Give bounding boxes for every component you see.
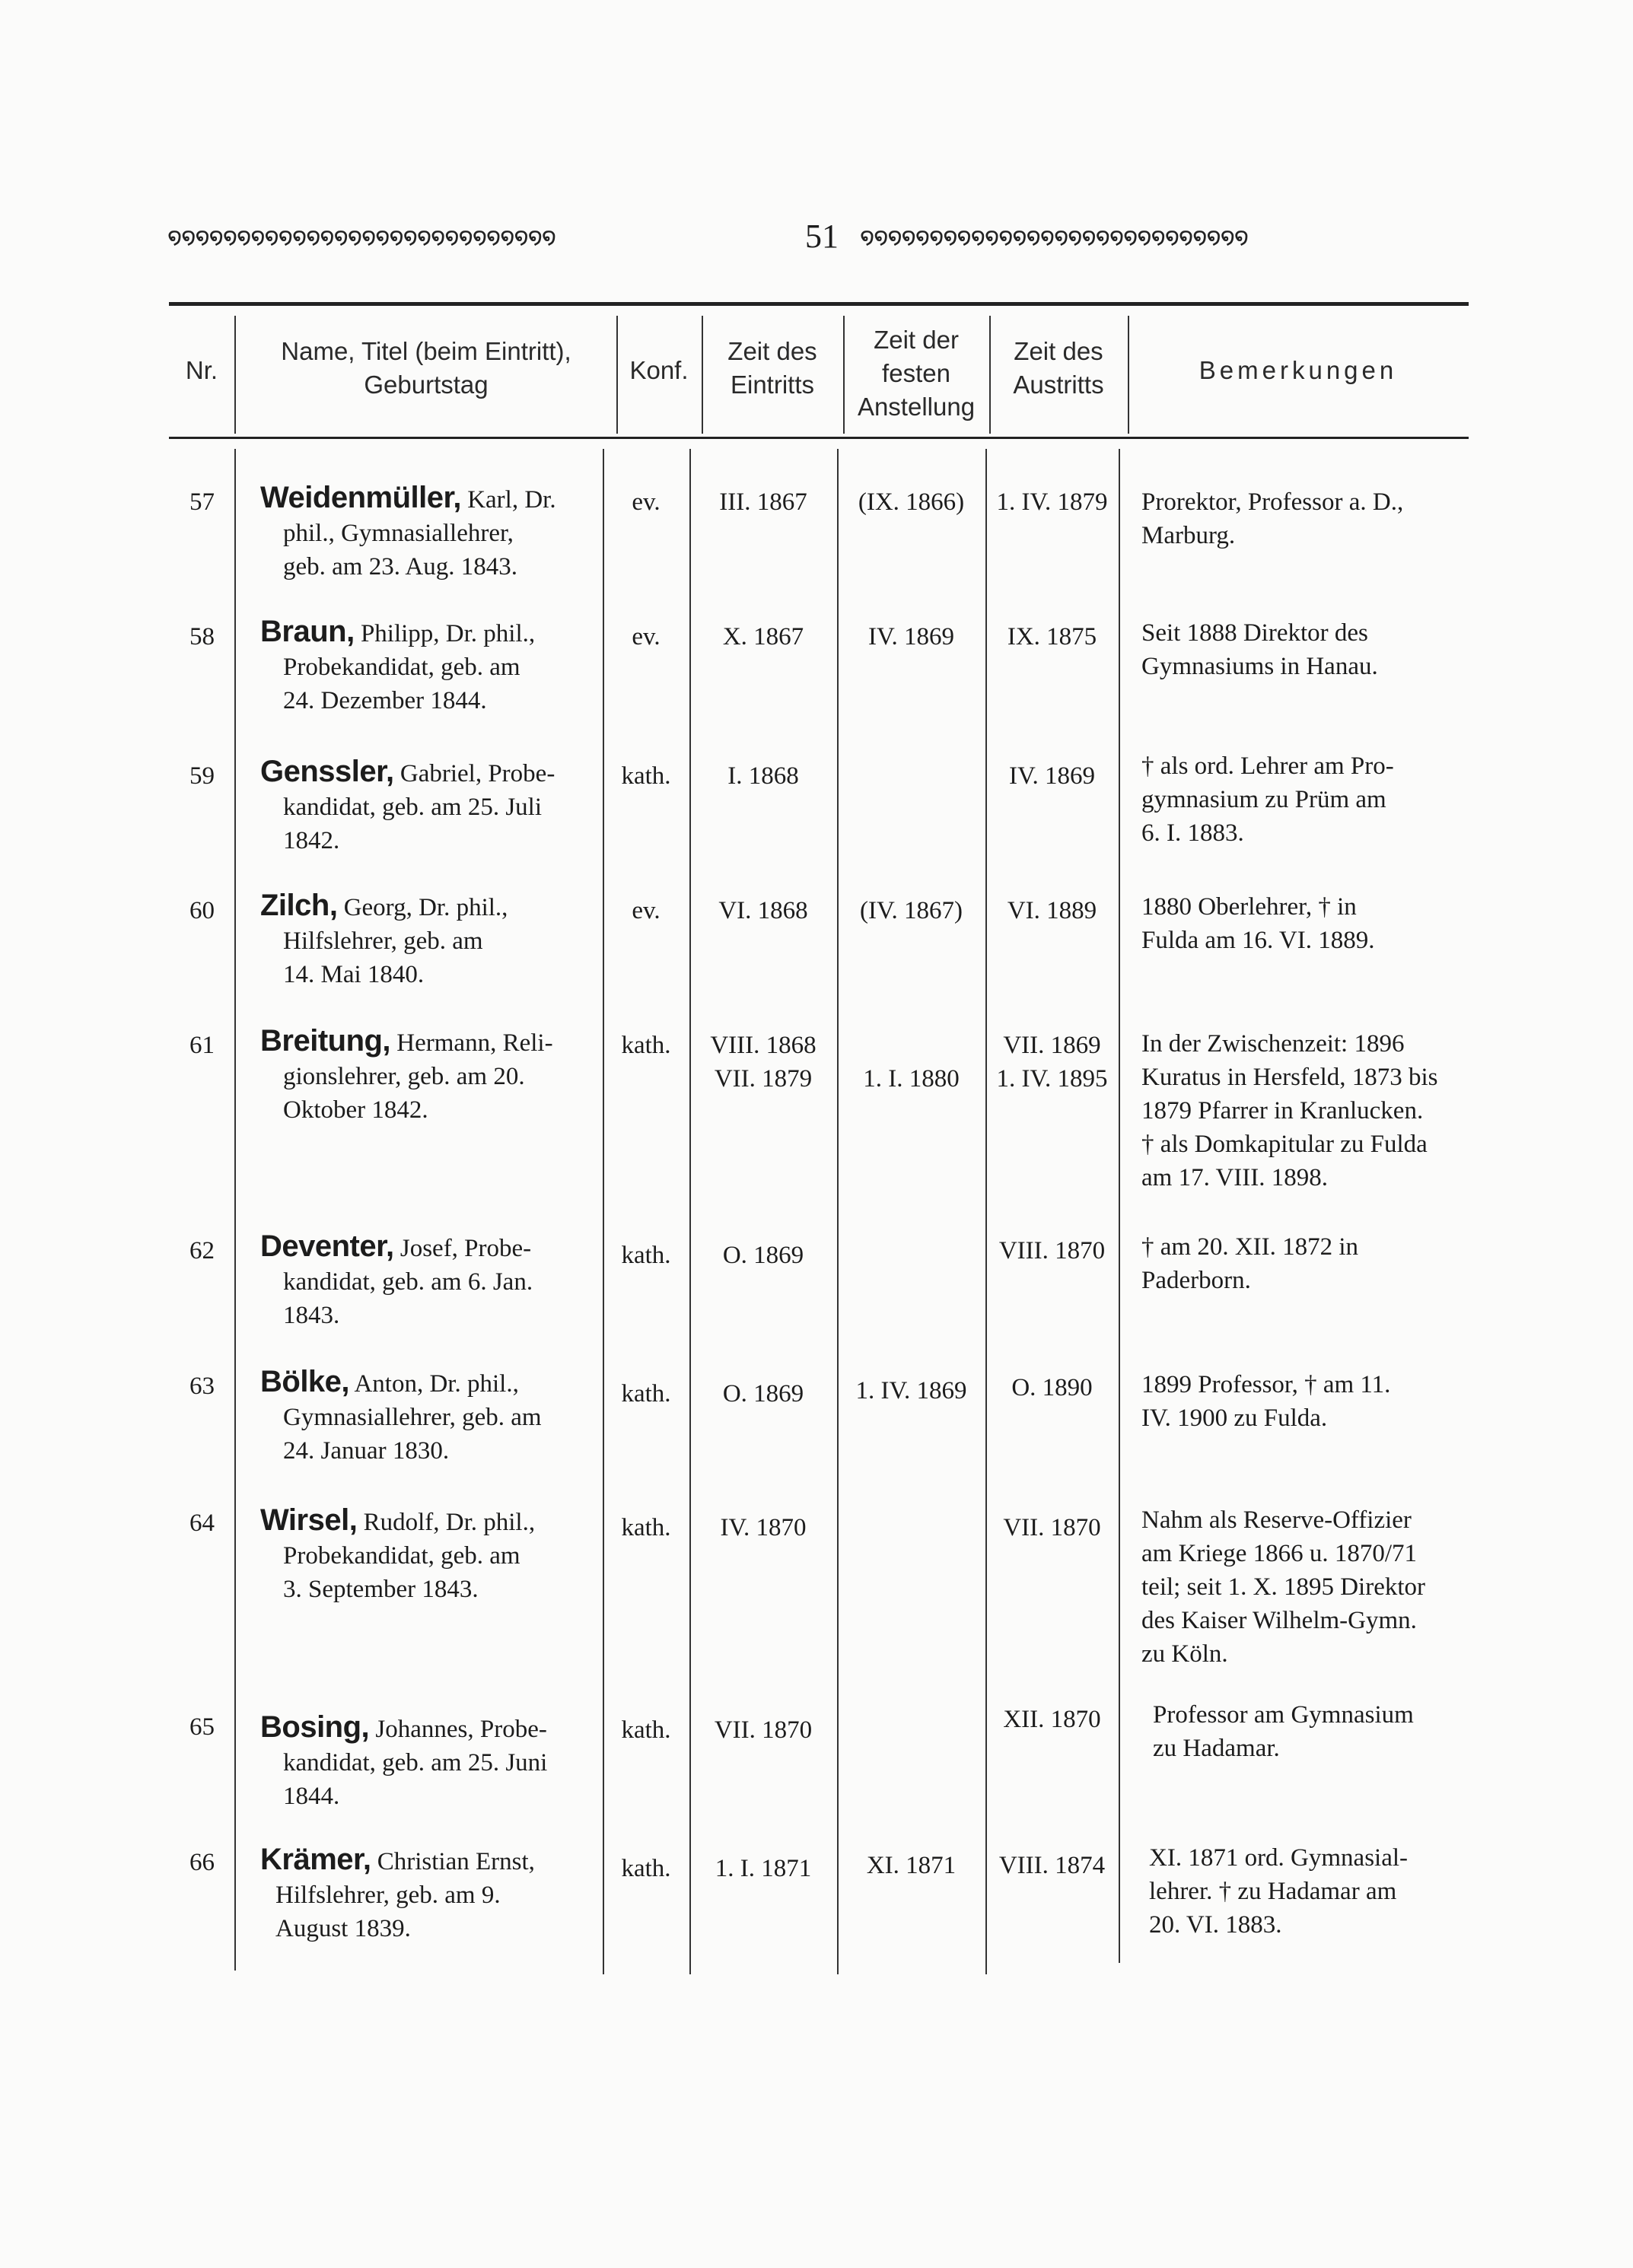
row-name-line: Hilfslehrer, geb. am xyxy=(283,927,483,955)
row-name-line: 1842. xyxy=(283,827,340,854)
row-konf: kath. xyxy=(621,1855,671,1882)
header-anstellung-line: Anstellung xyxy=(857,393,976,421)
row-bemerkung-line: IV. 1900 zu Fulda. xyxy=(1141,1404,1328,1432)
row-bemerkungen xyxy=(1141,1368,1476,1435)
row-konf: ev. xyxy=(632,623,661,650)
row-name-line: kandidat, geb. am 25. Juni xyxy=(283,1749,548,1777)
row-bemerkung-line: † als ord. Lehrer am Pro- xyxy=(1141,752,1394,780)
row-bemerkung-line: Nahm als Reserve-Offizier xyxy=(1141,1506,1412,1534)
row-surname: Krämer, xyxy=(260,1843,371,1876)
row-name-line: gionslehrer, geb. am 20. xyxy=(283,1063,525,1090)
row-name-line: 3. September 1843. xyxy=(283,1576,479,1603)
row-surname: Genssler, xyxy=(260,755,394,788)
row-name xyxy=(260,1229,595,1332)
row-bemerkung-line: † als Domkapitular zu Fulda xyxy=(1141,1131,1428,1158)
row-name xyxy=(260,1503,595,1606)
row-austritt xyxy=(985,1029,1119,1096)
row-name-rest: Rudolf, Dr. phil., xyxy=(357,1509,536,1536)
row-konf: kath. xyxy=(621,1032,671,1059)
row-bemerkung-line: 1879 Pfarrer in Kranlucken. xyxy=(1141,1097,1424,1124)
row-bemerkung-line: gymnasium zu Prüm am xyxy=(1141,786,1386,813)
column-divider xyxy=(1119,449,1120,1963)
row-name xyxy=(260,1843,595,1945)
row-bemerkungen xyxy=(1141,749,1476,850)
row-name xyxy=(260,1365,595,1468)
row-eintritt: VI. 1868 xyxy=(718,897,808,924)
row-konf: kath. xyxy=(621,762,671,790)
row-bemerkungen xyxy=(1153,1698,1488,1765)
table-top-rule xyxy=(169,302,1469,306)
row-name xyxy=(260,615,595,717)
row-surname: Braun, xyxy=(260,615,355,648)
column-divider xyxy=(234,449,236,1971)
row-name xyxy=(260,1710,595,1813)
row-bemerkungen xyxy=(1149,1841,1484,1942)
row-konf: kath. xyxy=(621,1716,671,1744)
row-eintritt: IV. 1870 xyxy=(720,1514,807,1541)
row-surname: Wirsel, xyxy=(260,1503,358,1537)
row-anstellung: (IX. 1866) xyxy=(858,488,965,516)
row-number: 64 xyxy=(189,1509,215,1537)
row-bemerkung-line: 20. VI. 1883. xyxy=(1149,1911,1282,1939)
row-bemerkung-line: † am 20. XII. 1872 in xyxy=(1141,1233,1359,1261)
row-surname: Bosing, xyxy=(260,1710,370,1744)
row-bemerkungen xyxy=(1141,485,1476,552)
row-name-line: 24. Dezember 1844. xyxy=(283,687,487,714)
row-anstellung: 1. I. 1880 xyxy=(863,1065,960,1093)
row-bemerkung-line: 6. I. 1883. xyxy=(1141,819,1244,847)
row-name-rest: Hermann, Reli- xyxy=(390,1029,553,1057)
header-ornament-right: ໑໑໑໑໑໑໑໑໑໑໑໑໑໑໑໑໑໑໑໑໑໑໑໑໑໑໑໑ xyxy=(860,224,1249,250)
row-name-rest: Anton, Dr. phil., xyxy=(349,1370,519,1398)
row-eintritt-line: VIII. 1868 xyxy=(710,1032,816,1059)
row-anstellung: XI. 1871 xyxy=(866,1852,957,1879)
row-name-line: Oktober 1842. xyxy=(283,1096,428,1124)
row-austritt: VIII. 1874 xyxy=(998,1852,1106,1879)
row-austritt: VIII. 1870 xyxy=(998,1237,1106,1264)
table-header-rule xyxy=(169,437,1469,439)
row-name-rest: Philipp, Dr. phil., xyxy=(354,620,536,647)
row-bemerkung-line: des Kaiser Wilhelm-Gymn. xyxy=(1141,1607,1417,1634)
header-anstellung-line: festen xyxy=(882,359,950,387)
row-eintritt: 1. I. 1871 xyxy=(715,1855,812,1882)
row-bemerkung-line: zu Köln. xyxy=(1141,1640,1228,1668)
row-eintritt: X. 1867 xyxy=(722,623,804,650)
row-bemerkung-line: Marburg. xyxy=(1141,522,1236,549)
row-bemerkungen xyxy=(1141,890,1476,957)
header-eintritt-line: Eintritts xyxy=(730,371,815,399)
header-eintritt xyxy=(702,335,843,402)
row-bemerkung-line: Kuratus in Hersfeld, 1873 bis xyxy=(1141,1064,1438,1091)
row-austritt: VII. 1870 xyxy=(1003,1514,1101,1541)
header-eintritt-line: Zeit des xyxy=(727,337,817,365)
row-number: 60 xyxy=(189,897,215,924)
row-austritt-line: 1. IV. 1895 xyxy=(996,1065,1108,1093)
row-name-rest: Josef, Probe- xyxy=(393,1235,532,1262)
row-austritt-line: VII. 1869 xyxy=(1003,1032,1101,1059)
row-eintritt: O. 1869 xyxy=(722,1242,804,1269)
row-konf: ev. xyxy=(632,897,661,924)
row-name-line: kandidat, geb. am 6. Jan. xyxy=(283,1268,533,1296)
row-bemerkungen xyxy=(1141,1027,1476,1194)
row-name-line: Hilfslehrer, geb. am 9. xyxy=(275,1882,501,1909)
row-bemerkung-line: zu Hadamar. xyxy=(1153,1735,1280,1762)
row-name-line: phil., Gymnasiallehrer, xyxy=(283,520,514,547)
header-anstellung-line: Zeit der xyxy=(874,326,959,354)
row-name xyxy=(260,481,595,584)
header-name xyxy=(236,335,616,402)
row-number: 65 xyxy=(189,1713,215,1741)
header-konf: Konf. xyxy=(629,356,689,384)
row-austritt: IV. 1869 xyxy=(1008,762,1096,790)
row-name-line: 24. Januar 1830. xyxy=(283,1437,450,1465)
row-name-line: 1843. xyxy=(283,1302,340,1329)
row-name xyxy=(260,755,595,857)
row-bemerkung-line: 1880 Oberlehrer, † in xyxy=(1141,893,1357,921)
row-name-line: Probekandidat, geb. am xyxy=(283,1542,520,1570)
row-number: 66 xyxy=(189,1849,215,1876)
row-name-rest: Georg, Dr. phil., xyxy=(337,894,508,921)
row-anstellung: (IV. 1867) xyxy=(859,897,963,924)
row-eintritt-line: VII. 1879 xyxy=(714,1065,813,1093)
row-bemerkungen xyxy=(1141,616,1476,683)
row-eintritt xyxy=(689,1029,837,1096)
row-number: 63 xyxy=(189,1373,215,1400)
row-surname: Bölke, xyxy=(260,1365,350,1398)
row-name-line: August 1839. xyxy=(275,1915,411,1942)
row-bemerkungen xyxy=(1141,1230,1476,1297)
row-bemerkung-line: Professor am Gymnasium xyxy=(1153,1701,1414,1729)
row-name-line: 1844. xyxy=(283,1783,340,1810)
header-austritt-line: Zeit des xyxy=(1014,337,1103,365)
header-anstellung xyxy=(843,323,989,424)
row-number: 58 xyxy=(189,623,215,650)
row-eintritt: VII. 1870 xyxy=(714,1716,813,1744)
row-austritt: O. 1890 xyxy=(1011,1374,1093,1401)
row-bemerkungen xyxy=(1141,1503,1476,1671)
row-bemerkung-line: teil; seit 1. X. 1895 Direktor xyxy=(1141,1573,1426,1601)
row-number: 61 xyxy=(189,1032,215,1059)
row-austritt: XII. 1870 xyxy=(1003,1706,1101,1733)
row-eintritt: O. 1869 xyxy=(722,1380,804,1408)
row-number: 57 xyxy=(189,488,215,516)
row-austritt: 1. IV. 1879 xyxy=(996,488,1108,516)
row-name xyxy=(260,1024,595,1127)
row-name-line: 14. Mai 1840. xyxy=(283,961,425,988)
row-bemerkung-line: lehrer. † zu Hadamar am xyxy=(1149,1878,1397,1905)
row-name-rest: Karl, Dr. xyxy=(460,486,556,514)
row-austritt: IX. 1875 xyxy=(1007,623,1097,650)
row-bemerkung-line: Prorektor, Professor a. D., xyxy=(1141,488,1404,516)
row-bemerkung-line: Seit 1888 Direktor des xyxy=(1141,619,1368,647)
row-bemerkung-line: 1899 Professor, † am 11. xyxy=(1141,1371,1391,1398)
column-divider xyxy=(837,449,839,1974)
page-number: 51 xyxy=(805,218,839,255)
row-number: 59 xyxy=(189,762,215,790)
row-bemerkung-line: am Kriege 1866 u. 1870/71 xyxy=(1141,1540,1418,1567)
row-surname: Weidenmüller, xyxy=(260,481,461,514)
row-bemerkung-line: XI. 1871 ord. Gymnasial- xyxy=(1149,1844,1409,1872)
header-nr: Nr. xyxy=(185,356,218,384)
row-number: 62 xyxy=(189,1237,215,1264)
header-ornament-left: ໑໑໑໑໑໑໑໑໑໑໑໑໑໑໑໑໑໑໑໑໑໑໑໑໑໑໑໑ xyxy=(167,224,556,250)
row-name-line: Probekandidat, geb. am xyxy=(283,654,520,681)
row-name-line: geb. am 23. Aug. 1843. xyxy=(283,553,517,581)
row-surname: Deventer, xyxy=(260,1229,394,1263)
row-bemerkung-line: In der Zwischenzeit: 1896 xyxy=(1141,1030,1405,1058)
row-eintritt: I. 1868 xyxy=(727,762,799,790)
row-konf: kath. xyxy=(621,1380,671,1408)
row-bemerkung-line: Paderborn. xyxy=(1141,1267,1251,1294)
row-name-rest: Gabriel, Probe- xyxy=(393,760,555,787)
column-divider xyxy=(985,449,987,1974)
row-name-line: Gymnasiallehrer, geb. am xyxy=(283,1404,542,1431)
header-austritt xyxy=(989,335,1128,402)
row-name xyxy=(260,889,595,991)
row-konf: kath. xyxy=(621,1514,671,1541)
row-surname: Breitung, xyxy=(260,1024,391,1058)
row-austritt: VI. 1889 xyxy=(1007,897,1097,924)
row-bemerkung-line: Fulda am 16. VI. 1889. xyxy=(1141,927,1375,954)
header-bemerkungen: Bemerkungen xyxy=(1198,356,1398,384)
row-konf: kath. xyxy=(621,1242,671,1269)
row-surname: Zilch, xyxy=(260,889,338,922)
row-konf: ev. xyxy=(632,488,661,516)
row-bemerkung-line: Gymnasiums in Hanau. xyxy=(1141,653,1378,680)
row-anstellung: IV. 1869 xyxy=(867,623,955,650)
row-anstellung: 1. IV. 1869 xyxy=(855,1377,967,1404)
header-name-line: Geburtstag xyxy=(364,371,489,399)
header-name-line: Name, Titel (beim Eintritt), xyxy=(281,337,571,365)
row-name-rest: Christian Ernst, xyxy=(371,1848,535,1875)
row-name-line: kandidat, geb. am 25. Juli xyxy=(283,794,543,821)
row-eintritt: III. 1867 xyxy=(719,488,807,516)
row-name-rest: Johannes, Probe- xyxy=(369,1716,547,1743)
header-austritt-line: Austritts xyxy=(1013,371,1104,399)
row-bemerkung-line: am 17. VIII. 1898. xyxy=(1141,1164,1329,1191)
